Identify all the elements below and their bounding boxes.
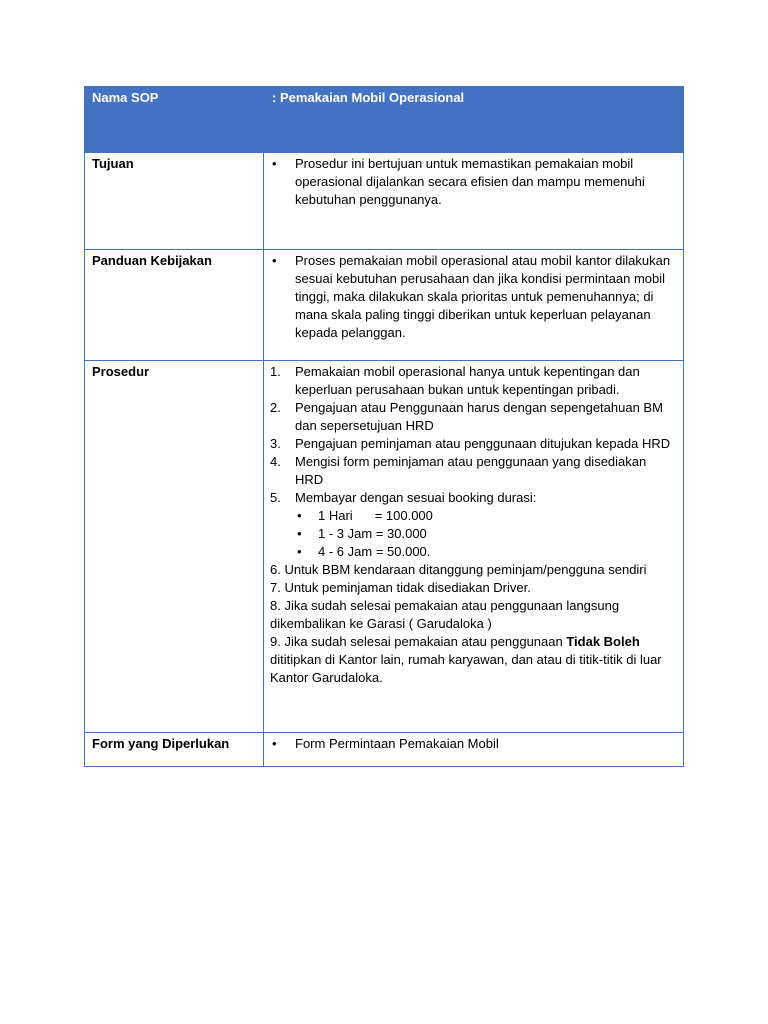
- panduan-content: [264, 250, 684, 361]
- item-text: Membayar dengan sesuai booking durasi:: [295, 490, 537, 505]
- item-text: Pengajuan peminjaman atau penggunaan ditujukan kepada HRD: [295, 436, 671, 451]
- item9-text-after: dititipkan di Kantor lain, rumah karyawan, dan atau di titik-titik di luar Kantor Garudaloka.: [270, 652, 662, 685]
- tujuan-label: Tujuan: [85, 153, 264, 250]
- tujuan-row: [85, 153, 684, 250]
- item9-text-before: 9. Jika sudah selesai pemakaian atau penggunaan: [270, 634, 567, 649]
- form-content: [264, 733, 684, 767]
- sop-header-row: [85, 87, 684, 153]
- duration-label: 1 Hari: [318, 508, 353, 523]
- panduan-row: [85, 250, 684, 361]
- prosedur-item: [270, 435, 677, 453]
- prosedur-item: [270, 399, 677, 435]
- prosedur-item-9: [270, 633, 677, 687]
- form-label: Form yang Diperlukan: [85, 733, 264, 767]
- prosedur-content: [264, 361, 684, 733]
- sop-name-label: Nama SOP: [85, 87, 264, 153]
- item-number: 3.: [270, 436, 281, 451]
- item9-bold-text: Tidak Boleh: [566, 634, 640, 649]
- item-number: 4.: [270, 454, 281, 469]
- form-row: [85, 733, 684, 767]
- item-number: 1.: [270, 364, 281, 379]
- duration-value: = 50.000.: [375, 544, 431, 559]
- tujuan-text: • Prosedur ini bertujuan untuk memastikan pemakaian mobil operasional dijalankan secara efisien dan mampu memenuhi kebutuhan penggunanya.: [270, 155, 677, 209]
- prosedur-row: [85, 361, 684, 733]
- item-number: 2.: [270, 400, 281, 415]
- item-number: 5.: [270, 490, 281, 505]
- duration-item: [270, 543, 677, 561]
- prosedur-item: [270, 453, 677, 489]
- panduan-text: • Proses pemakaian mobil operasional atau mobil kantor dilakukan sesuai kebutuhan perusahaan dan jika kondisi permintaan mobil tinggi, maka dilakukan skala prioritas untuk pemenuhannya; di mana skala paling tinggi diberikan untuk keperluan pelayanan kepada pelanggan.: [270, 252, 677, 342]
- tujuan-content: [264, 153, 684, 250]
- prosedur-item: [270, 363, 677, 399]
- prosedur-item: [270, 489, 677, 507]
- prosedur-label: Prosedur: [85, 361, 264, 733]
- prosedur-item-6: 6. Untuk BBM kendaraan ditanggung peminjam/pengguna sendiri: [270, 562, 647, 577]
- item-text: Pemakaian mobil operasional hanya untuk kepentingan dan keperluan perusahaan bukan untuk kepentingan pribadi.: [295, 364, 640, 397]
- item-text: Mengisi form peminjaman atau penggunaan yang disediakan HRD: [295, 454, 647, 487]
- duration-item: [270, 507, 677, 525]
- form-item: • Form Permintaan Pemakaian Mobil: [270, 735, 677, 753]
- item-text: Pengajuan atau Penggunaan harus dengan sepengetahuan BM dan sepersetujuan HRD: [295, 400, 663, 433]
- duration-item: [270, 525, 677, 543]
- prosedur-item-8: 8. Jika sudah selesai pemakaian atau penggunaan langsung dikembalikan ke Garasi ( Garudaloka ): [270, 598, 620, 631]
- duration-label: 1 - 3 Jam: [318, 526, 373, 541]
- panduan-label: Panduan Kebijakan: [85, 250, 264, 361]
- duration-value: = 30.000: [375, 526, 427, 541]
- prosedur-item-7: 7. Untuk peminjaman tidak disediakan Driver.: [270, 580, 531, 595]
- sop-table: [84, 86, 684, 767]
- sop-name-value: : Pemakaian Mobil Operasional: [264, 87, 684, 153]
- duration-label: 4 - 6 Jam: [318, 544, 373, 559]
- duration-value: = 100.000: [374, 508, 433, 523]
